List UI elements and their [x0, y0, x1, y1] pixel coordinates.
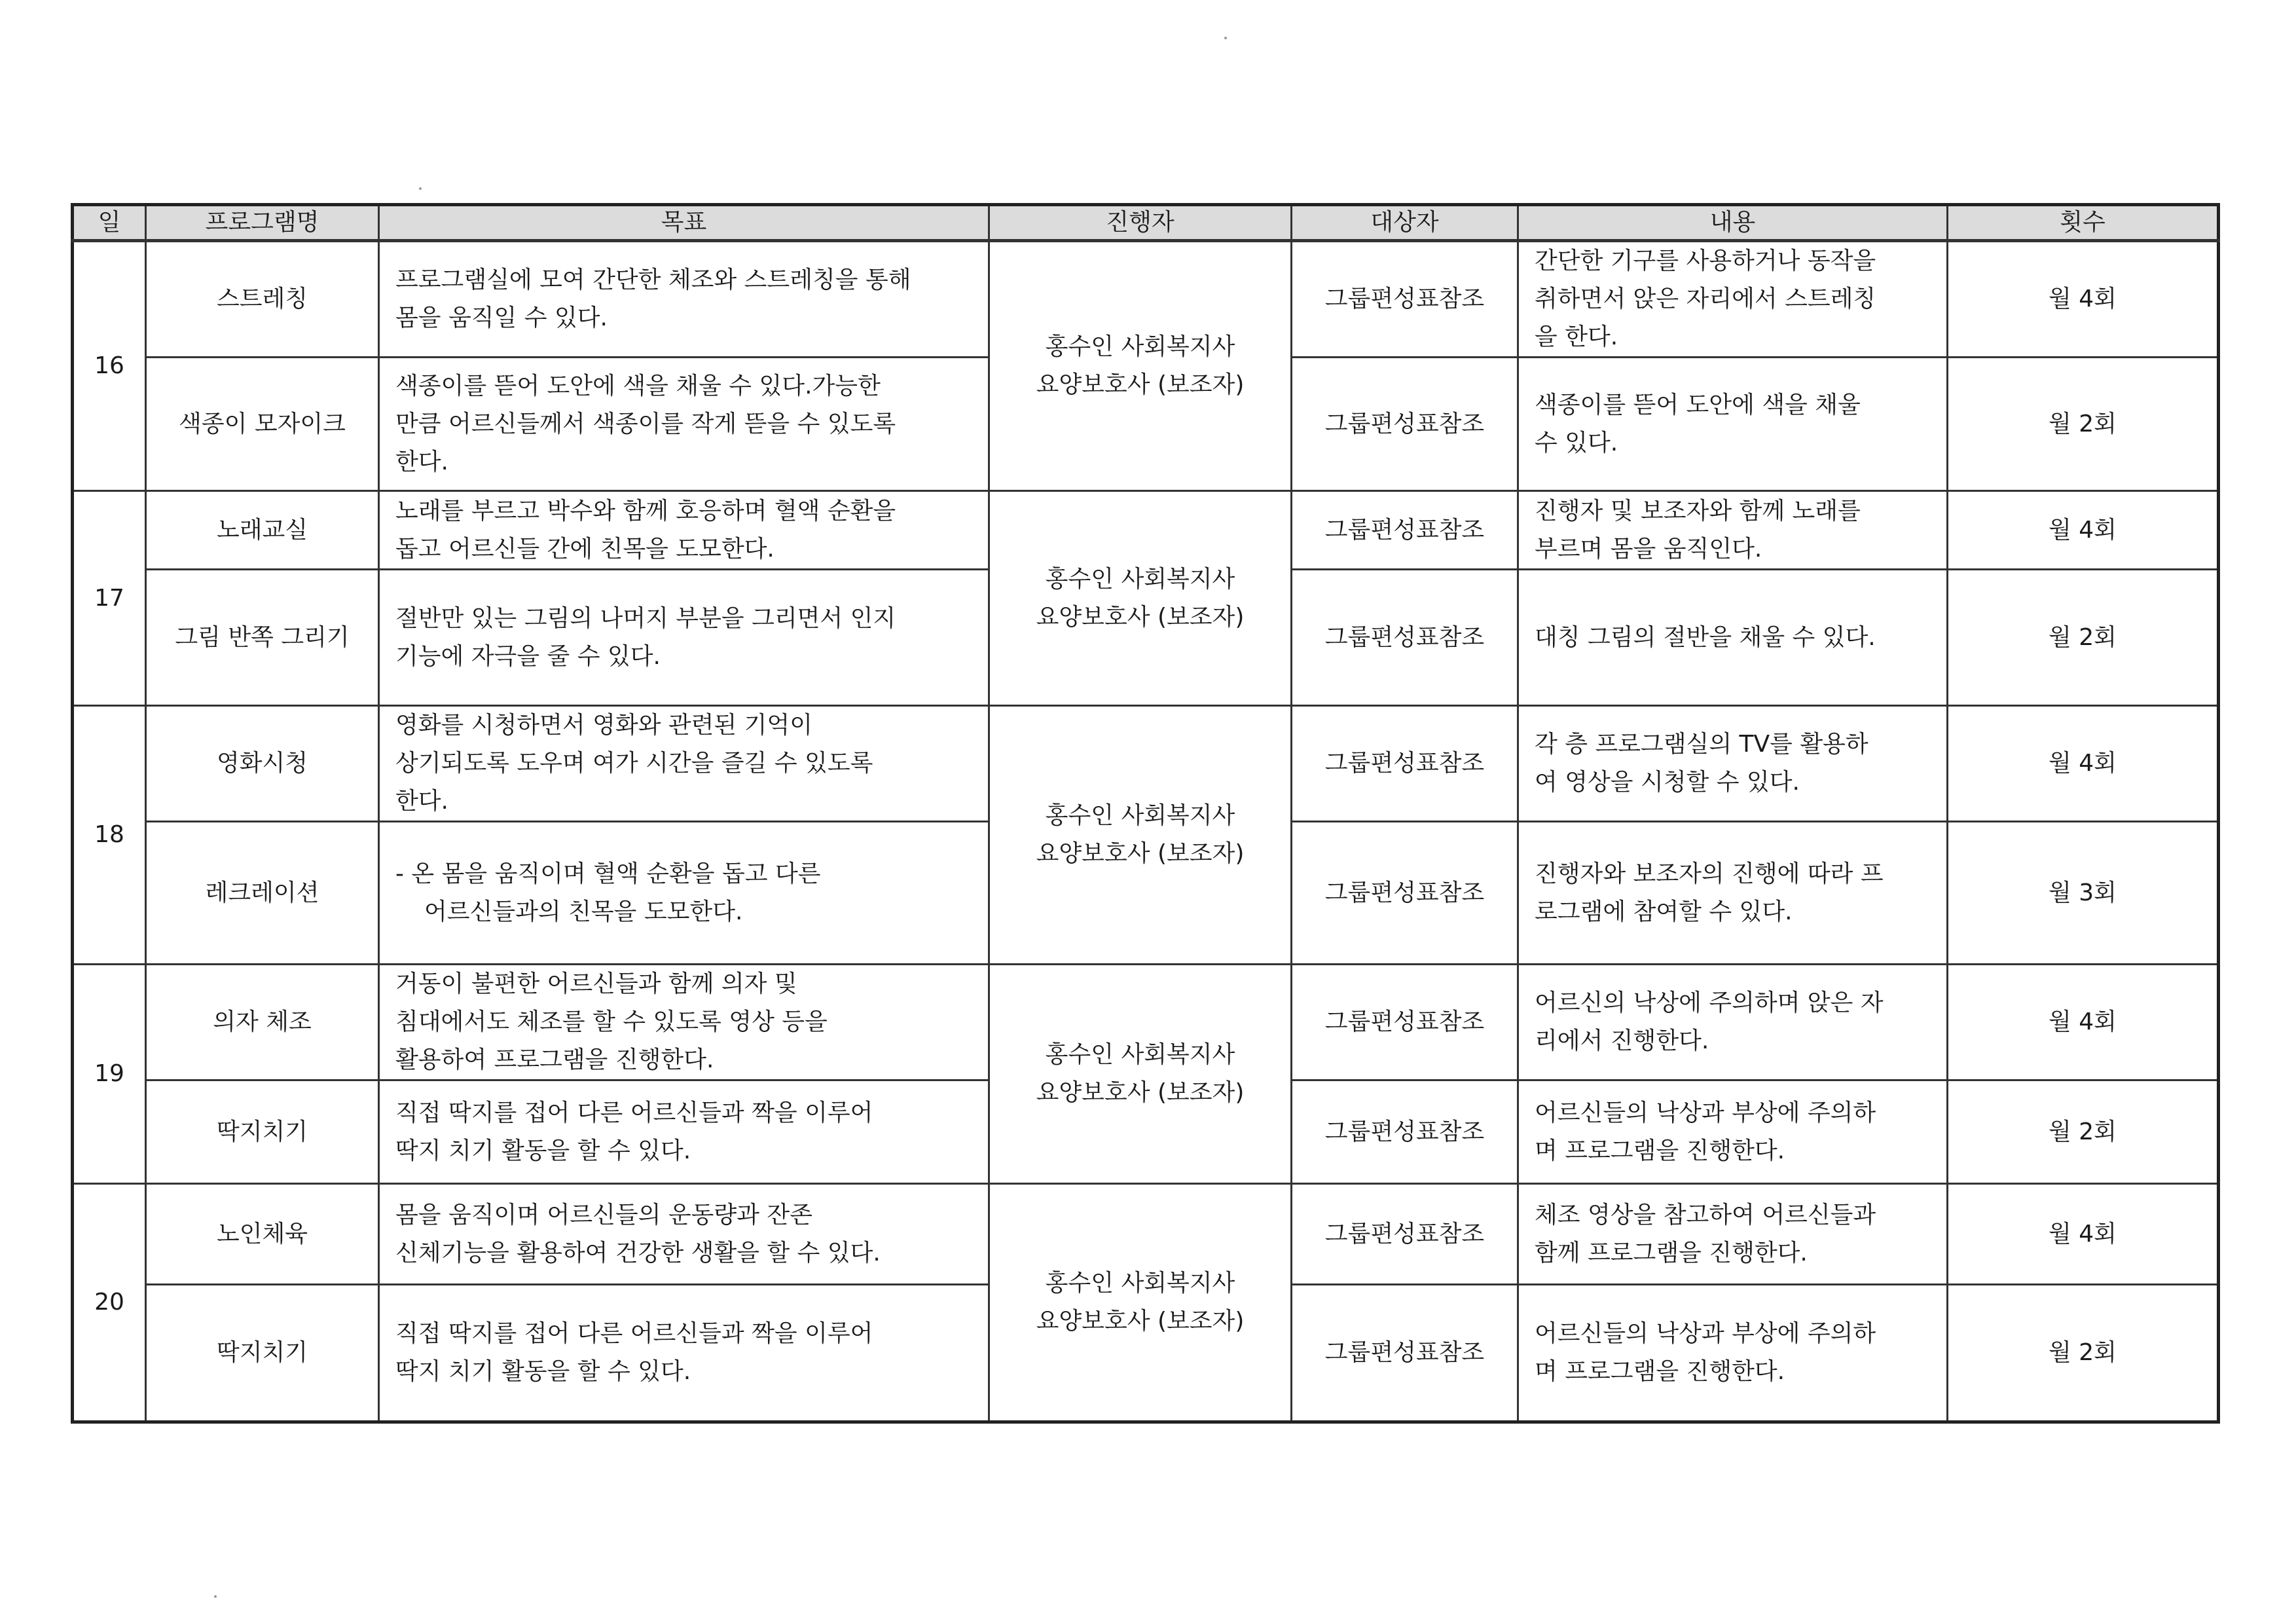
leader-line: 요양보호사 (보조자): [1036, 1308, 1245, 1335]
day-number: 20: [94, 1289, 124, 1316]
program-name-cell: [146, 491, 379, 570]
day-cell: [73, 241, 146, 491]
table-row: [73, 1184, 2219, 1285]
target-group: 그룹편성표참조: [1324, 516, 1485, 544]
leader-line: 요양보호사 (보조자): [1036, 1079, 1245, 1106]
program-name: 노래교실: [216, 516, 308, 544]
content-line: 간단한 기구를 사용하거나 동작을: [1535, 248, 1876, 274]
day-number: 18: [94, 821, 124, 848]
header-target: 대상자: [1292, 205, 1518, 241]
goal-line: 상기되도록 도우며 여가 시간을 즐길 수 있도록: [395, 750, 873, 777]
table-row: [73, 241, 2219, 358]
header-content: 내용: [1518, 205, 1948, 241]
content-cell: [1518, 1080, 1948, 1184]
program-name: 그림 반쪽 그리기: [175, 623, 350, 651]
target-cell: [1292, 1285, 1518, 1422]
goal-line: 신체기능을 활용하여 건강한 생활을 할 수 있다.: [395, 1239, 881, 1266]
session-count: 월 4회: [2049, 286, 2117, 312]
leader-line: 홍수인 사회복지사: [1045, 565, 1235, 593]
session-count: 월 4회: [2049, 750, 2117, 777]
goal-line: 딱지 치기 활동을 할 수 있다.: [395, 1137, 691, 1164]
goal-line: 영화를 시청하면서 영화와 관련된 기억이: [395, 712, 812, 739]
target-cell: [1292, 822, 1518, 965]
goal-line: 한다.: [395, 788, 448, 815]
content-line: 부르며 몸을 움직인다.: [1535, 535, 1762, 563]
goal-cell: [379, 358, 989, 491]
content-cell: [1518, 241, 1948, 358]
goal-cell: [379, 570, 989, 706]
program-name-cell: [146, 1184, 379, 1285]
scan-speck: [1224, 37, 1227, 39]
goal-line: 기능에 자극을 줄 수 있다.: [395, 642, 661, 670]
content-cell: [1518, 358, 1948, 491]
program-name: 레크레이션: [205, 879, 319, 906]
goal-line: 몸을 움직이며 어르신들의 운동량과 잔존: [395, 1201, 812, 1228]
goal-line: 딱지 치기 활동을 할 수 있다.: [395, 1358, 691, 1385]
content-line: 을 한다.: [1535, 323, 1618, 350]
program-name-cell: [146, 1080, 379, 1184]
content-line: 체조 영상을 참고하여 어르신들과: [1535, 1201, 1876, 1228]
count-cell: [1948, 1184, 2219, 1285]
count-cell: [1948, 965, 2219, 1080]
header-program-name: 프로그램명: [146, 205, 379, 241]
session-count: 월 2회: [2049, 1339, 2117, 1366]
table-row: [73, 965, 2219, 1080]
count-cell: [1948, 570, 2219, 706]
target-cell: [1292, 570, 1518, 706]
content-line: 각 층 프로그램실의 TV를 활용하: [1535, 731, 1868, 758]
goal-cell: [379, 241, 989, 358]
program-name: 딱지치기: [216, 1118, 308, 1145]
program-name-cell: [146, 358, 379, 491]
session-count: 월 2회: [2049, 410, 2117, 437]
header-leader: 진행자: [989, 205, 1292, 241]
program-schedule-table: [71, 203, 2220, 1424]
content-line: 수 있다.: [1535, 429, 1618, 456]
leader-line: 홍수인 사회복지사: [1045, 1041, 1235, 1068]
session-count: 월 4회: [2049, 516, 2117, 544]
content-cell: [1518, 570, 1948, 706]
session-count: 월 4회: [2049, 1220, 2117, 1247]
count-cell: [1948, 1285, 2219, 1422]
goal-line: 한다.: [395, 448, 448, 475]
table-row: [73, 706, 2219, 822]
goal-line: 몸을 움직일 수 있다.: [395, 304, 608, 331]
leader-cell: [989, 241, 1292, 491]
content-line: 색종이를 뜯어 도안에 색을 채울: [1535, 391, 1861, 418]
day-number: 19: [94, 1060, 124, 1087]
day-cell: [73, 491, 146, 706]
content-line: 어르신들의 낙상과 부상에 주의하: [1535, 1099, 1876, 1126]
target-cell: [1292, 241, 1518, 358]
goal-line: 노래를 부르고 박수와 함께 호응하며 혈액 순환을: [395, 497, 896, 525]
content-line: 함께 프로그램을 진행한다.: [1535, 1239, 1808, 1266]
program-name: 영화시청: [216, 750, 308, 777]
goal-line: - 온 몸을 움직이며 혈액 순환을 돕고 다른: [395, 860, 821, 887]
program-name: 색종이 모자이크: [179, 410, 346, 437]
content-line: 진행자와 보조자의 진행에 따라 프: [1535, 860, 1884, 887]
count-cell: [1948, 822, 2219, 965]
content-line: 대칭 그림의 절반을 채울 수 있다.: [1535, 623, 1876, 651]
goal-line: 침대에서도 체조를 할 수 있도록 영상 등을: [395, 1008, 828, 1035]
session-count: 월 2회: [2049, 623, 2117, 651]
goal-cell: [379, 1184, 989, 1285]
day-number: 16: [94, 352, 124, 379]
leader-line: 요양보호사 (보조자): [1036, 371, 1245, 398]
goal-line: 색종이를 뜯어 도안에 색을 채울 수 있다.가능한: [395, 372, 881, 399]
goal-line: 만큼 어르신들께서 색종이를 작게 뜯을 수 있도록: [395, 410, 896, 437]
goal-line: 프로그램실에 모여 간단한 체조와 스트레칭을 통해: [395, 267, 911, 293]
header-day: 일: [73, 205, 146, 241]
program-name: 노인체육: [216, 1220, 308, 1247]
program-name: 딱지치기: [216, 1339, 308, 1366]
day-number: 17: [94, 584, 124, 612]
program-name: 의자 체조: [213, 1008, 312, 1035]
count-cell: [1948, 491, 2219, 570]
target-group: 그룹편성표참조: [1324, 750, 1485, 777]
day-cell: [73, 1184, 146, 1422]
content-line: 취하면서 앉은 자리에서 스트레칭: [1535, 286, 1876, 312]
scan-speck: [214, 1595, 217, 1598]
program-name-cell: [146, 1285, 379, 1422]
leader-line: 요양보호사 (보조자): [1036, 603, 1245, 631]
session-count: 월 2회: [2049, 1118, 2117, 1145]
goal-cell: [379, 706, 989, 822]
target-group: 그룹편성표참조: [1324, 1118, 1485, 1145]
target-cell: [1292, 706, 1518, 822]
leader-cell: [989, 706, 1292, 965]
target-cell: [1292, 1080, 1518, 1184]
content-line: 어르신들의 낙상과 부상에 주의하: [1535, 1320, 1876, 1347]
goal-line: 절반만 있는 그림의 나머지 부분을 그리면서 인지: [395, 604, 896, 632]
goal-cell: [379, 1080, 989, 1184]
target-group: 그룹편성표참조: [1324, 623, 1485, 651]
program-name-cell: [146, 241, 379, 358]
program-name-cell: [146, 965, 379, 1080]
target-group: 그룹편성표참조: [1324, 879, 1485, 906]
header-count: 횟수: [1948, 205, 2219, 241]
program-name-cell: [146, 570, 379, 706]
leader-line: 요양보호사 (보조자): [1036, 840, 1245, 867]
goal-cell: [379, 491, 989, 570]
content-cell: [1518, 491, 1948, 570]
target-group: 그룹편성표참조: [1324, 1339, 1485, 1366]
goal-cell: [379, 1285, 989, 1422]
target-cell: [1292, 491, 1518, 570]
goal-line: 어르신들과의 친목을 도모한다.: [424, 898, 743, 925]
table-header-row: [73, 205, 2219, 241]
table-row: [73, 491, 2219, 570]
leader-line: 홍수인 사회복지사: [1045, 802, 1235, 829]
target-cell: [1292, 358, 1518, 491]
day-cell: [73, 706, 146, 965]
program-name-cell: [146, 706, 379, 822]
target-cell: [1292, 965, 1518, 1080]
session-count: 월 4회: [2049, 1008, 2117, 1035]
target-group: 그룹편성표참조: [1324, 410, 1485, 437]
content-line: 며 프로그램을 진행한다.: [1535, 1358, 1785, 1385]
leader-cell: [989, 491, 1292, 706]
goal-line: 활용하여 프로그램을 진행한다.: [395, 1046, 714, 1073]
count-cell: [1948, 706, 2219, 822]
table-body: [73, 241, 2219, 1422]
header-goal: 목표: [379, 205, 989, 241]
leader-line: 홍수인 사회복지사: [1045, 333, 1235, 360]
content-cell: [1518, 1285, 1948, 1422]
goal-line: 돕고 어르신들 간에 친목을 도모한다.: [395, 535, 774, 563]
goal-cell: [379, 822, 989, 965]
leader-cell: [989, 1184, 1292, 1422]
target-group: 그룹편성표참조: [1324, 1220, 1485, 1247]
leader-cell: [989, 965, 1292, 1184]
content-line: 리에서 진행한다.: [1535, 1027, 1709, 1054]
leader-line: 홍수인 사회복지사: [1045, 1270, 1235, 1297]
target-cell: [1292, 1184, 1518, 1285]
goal-line: 직접 딱지를 접어 다른 어르신들과 짝을 이루어: [395, 1099, 873, 1126]
goal-cell: [379, 965, 989, 1080]
session-count: 월 3회: [2049, 879, 2117, 906]
content-line: 여 영상을 시청할 수 있다.: [1535, 769, 1800, 796]
content-cell: [1518, 965, 1948, 1080]
count-cell: [1948, 241, 2219, 358]
content-cell: [1518, 1184, 1948, 1285]
target-group: 그룹편성표참조: [1324, 1008, 1485, 1035]
program-name-cell: [146, 822, 379, 965]
goal-line: 직접 딱지를 접어 다른 어르신들과 짝을 이루어: [395, 1320, 873, 1347]
goal-line: 거동이 불편한 어르신들과 함께 의자 및: [395, 970, 797, 997]
content-cell: [1518, 822, 1948, 965]
program-name: 스트레칭: [216, 286, 308, 312]
count-cell: [1948, 358, 2219, 491]
content-line: 진행자 및 보조자와 함께 노래를: [1535, 497, 1861, 525]
target-group: 그룹편성표참조: [1324, 286, 1485, 312]
scan-speck: [419, 187, 422, 190]
day-cell: [73, 965, 146, 1184]
content-line: 로그램에 참여할 수 있다.: [1535, 898, 1793, 925]
content-cell: [1518, 706, 1948, 822]
content-line: 며 프로그램을 진행한다.: [1535, 1137, 1785, 1164]
content-line: 어르신의 낙상에 주의하며 앉은 자: [1535, 989, 1884, 1016]
count-cell: [1948, 1080, 2219, 1184]
